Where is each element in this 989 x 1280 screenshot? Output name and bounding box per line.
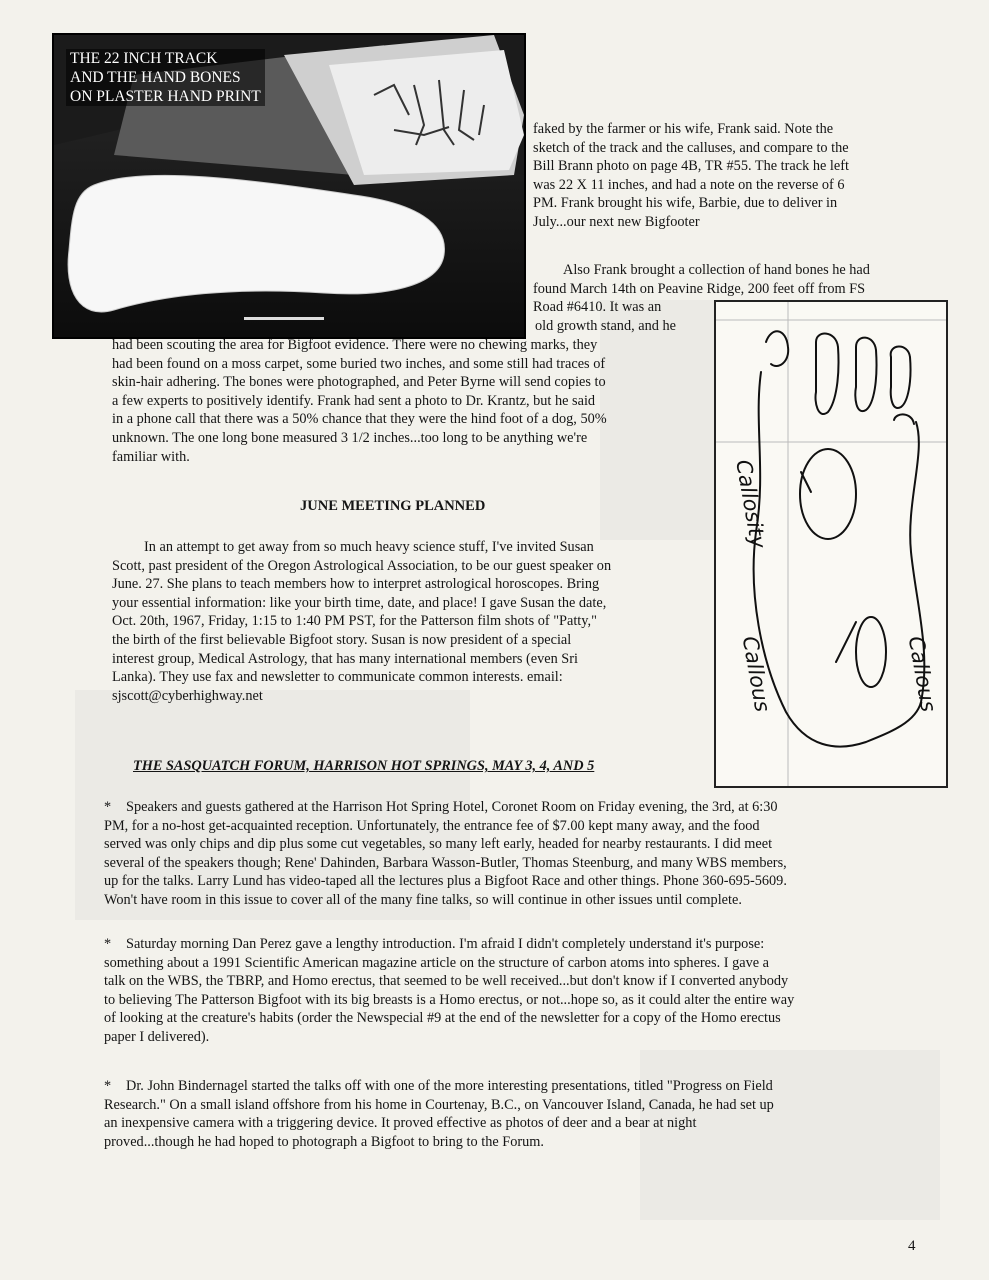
forum-paragraph-3	[104, 1077, 942, 1151]
track-photo	[52, 33, 526, 339]
forum-paragraph-1	[104, 798, 942, 910]
text-line: Research." On a small island offshore from his home in Courtenay, B.C., on Vancouver Island, Canada, he had set up	[104, 1096, 774, 1113]
text-line: something about a 1991 Scientific American magazine article on the structure of carbon atoms into spheres. I gave a	[104, 954, 769, 971]
text-line: old growth stand, and he	[535, 317, 676, 334]
text-line-content: Dr. John Bindernagel started the talks off with one of the more interesting presentations, titled "Progress on Field	[126, 1078, 773, 1094]
text-line: PM. Frank brought his wife, Barbie, due to deliver in	[533, 195, 838, 212]
sketch-label-callous-right: Callous	[903, 634, 941, 714]
text-line	[104, 1077, 942, 1096]
text-line: unknown. The one long bone measured 3 1/2 inches...too long to be anything we're	[112, 429, 588, 446]
text-line: Also Frank brought a collection of hand bones he had	[563, 262, 870, 278]
text-line: in a phone call that there was a 50% chance that they were the hind foot of a dog, 50%	[112, 411, 607, 428]
photo-caption-line: THE 22 INCH TRACK	[70, 50, 218, 67]
page-number: 4	[908, 1238, 916, 1254]
text-line: Bill Brann photo on page 4B, TR #55. The track he left	[533, 158, 849, 175]
text-line: PM, for a no-host get-acquainted reception. Unfortunately, the entrance fee of $7.00 kept many away, and the food	[104, 817, 760, 834]
text-line: familiar with.	[112, 448, 190, 465]
text-line: Oct. 20th, 1967, Friday, 1:15 to 1:40 PM PST, for the Patterson film shots of "Patty,"	[112, 613, 597, 630]
text-line: June. 27. She plans to teach members how to interpret astrological horoscopes. Bring	[112, 576, 600, 593]
text-line: found March 14th on Peavine Ridge, 200 feet off from FS	[533, 280, 866, 297]
text-line: was 22 X 11 inches, and had a note on the reverse of 6	[533, 176, 845, 193]
footprint-sketch	[714, 300, 948, 788]
text-line: an inexpensive camera with a triggering device. It proved effective as photos of deer and a bear at night	[104, 1115, 697, 1132]
text-line: July...our next new Bigfooter	[533, 213, 700, 230]
text-line: sketch of the track and the calluses, and compare to the	[533, 139, 849, 156]
text-line: proved...though he had hoped to photograph a Bigfoot to bring to the Forum.	[104, 1133, 544, 1150]
june-meeting-heading: JUNE MEETING PLANNED	[300, 498, 486, 514]
bullet-star: *	[104, 1078, 112, 1094]
text-line: your essential information: like your birth time, date, and place! I gave Susan the date,	[112, 594, 607, 611]
text-line: sjscott@cyberhighway.net	[112, 687, 263, 704]
bullet-star: *	[104, 799, 112, 815]
forum-heading: THE SASQUATCH FORUM, HARRISON HOT SPRINGS, MAY 3, 4, AND 5	[133, 758, 595, 774]
text-line: talk on the WBS, the TBRP, and Homo erectus, that seemed to be well received...but don't know if I converted anybody	[104, 973, 789, 990]
text-line: paper I delivered).	[104, 1028, 210, 1045]
sketch-label-callous-left: Callous	[737, 634, 775, 714]
text-line: In an attempt to get away from so much heavy science stuff, I've invited Susan	[144, 539, 594, 555]
text-line: Lanka). They use fax and newsletter to communicate common interests. email:	[112, 669, 563, 686]
text-line: the birth of the first believable Bigfoot story. Susan is now president of a special	[112, 631, 572, 648]
text-line: Road #6410. It was an	[533, 299, 662, 316]
text-line: had been found on a moss carpet, some buried two inches, and some still had traces of	[112, 355, 606, 372]
text-line: to believing The Patterson Bigfoot with its big breasts is a Homo erectus, or not...hope so, as it could alter the entire way	[104, 991, 795, 1008]
text-line: skin-hair adhering. The bones were photographed, and Peter Byrne will send copies to	[112, 374, 606, 391]
text-line: served was only chips and dip plus some cut vegetables, so many left early, headed for nearby restaurants. I did meet	[104, 836, 773, 853]
photo-caption-line: AND THE HAND BONES	[70, 69, 241, 86]
text-line: of looking at the creature's habits (order the Newspecial #9 at the end of the newsletter for a copy of the Homo erectus	[104, 1010, 781, 1027]
june-meeting-paragraph	[112, 538, 704, 705]
text-line: faked by the farmer or his wife, Frank said. Note the	[533, 121, 834, 137]
text-line: a few experts to positively identify. Frank had sent a photo to Dr. Krantz, but he said	[112, 392, 596, 409]
text-line-content: Speakers and guests gathered at the Harrison Hot Spring Hotel, Coronet Room on Friday evening, the 3rd, at 6:30	[126, 799, 778, 815]
text-line: Scott, past president of the Oregon Astrological Association, to be our guest speaker on	[112, 557, 612, 574]
forum-paragraph-2	[104, 935, 942, 1047]
photo-caption	[66, 49, 265, 106]
text-line	[104, 798, 942, 817]
text-line: had been scouting the area for Bigfoot evidence. There were no chewing marks, they	[112, 337, 598, 353]
hand-bones-paragraph	[112, 336, 704, 466]
text-line: up for the talks. Larry Lund has video-taped all the lectures plus a Bigfoot Race and other things. Phone 360-695-5609.	[104, 873, 787, 890]
text-line	[104, 935, 942, 954]
text-line: interest group, Medical Astrology, that has many international members (even Sri	[112, 650, 578, 667]
sketch-label-callosity: Callosity	[731, 457, 771, 551]
bullet-star: *	[104, 936, 112, 952]
text-line: Won't have room in this issue to cover all of the many fine talks, so will continue in other issues until complete.	[104, 891, 742, 908]
text-line: several of the speakers though; Rene' Dahinden, Barbara Wasson-Butler, Thomas Steenburg, and many WBS members,	[104, 854, 787, 871]
intro-paragraph	[533, 120, 941, 232]
text-line-content: Saturday morning Dan Perez gave a lengthy introduction. I'm afraid I didn't completely understand it's purpose:	[126, 936, 765, 952]
photo-caption-line: ON PLASTER HAND PRINT	[70, 88, 261, 105]
